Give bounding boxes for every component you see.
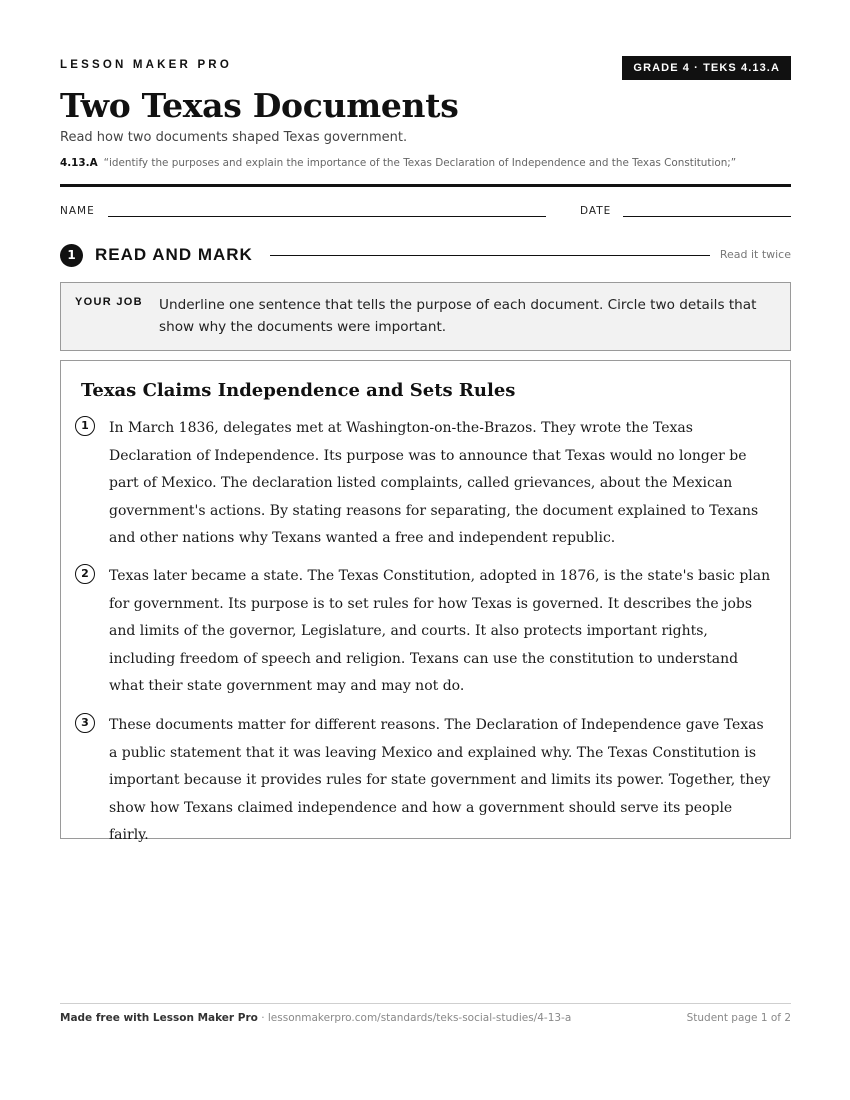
your-job-instructions: Underline one sentence that tells the purpose of each document. Circle two details that show why the documents were important. bbox=[159, 297, 757, 335]
page-subtitle: Read how two documents shaped Texas government. bbox=[60, 130, 408, 145]
date-label: DATE bbox=[580, 205, 612, 217]
footer-made-with: Made free with Lesson Maker Pro bbox=[60, 1012, 258, 1024]
reading-passage bbox=[60, 360, 791, 843]
paragraph-number-3: 3 bbox=[75, 713, 95, 733]
section-number-badge: 1 bbox=[60, 244, 83, 267]
date-field[interactable] bbox=[623, 216, 791, 217]
brand-name: LESSON MAKER PRO bbox=[60, 59, 232, 71]
standard-text: “identify the purposes and explain the importance of the Texas Declaration of Independence and the Texas Constitution;” bbox=[103, 157, 737, 169]
footer bbox=[60, 1012, 791, 1026]
standard-line bbox=[60, 157, 736, 169]
paragraph-text-3: These documents matter for different reasons. The Declaration of Independence gave Texas a public statement that it was leaving Mexico and explained why. The Texas Constitution is important because it provides rules for state government and limits its power. Together, they show how Texans claimed independence and how a government should serve its people fairly. bbox=[109, 717, 771, 843]
section-title: READ AND MARK bbox=[95, 245, 253, 264]
section-divider bbox=[270, 255, 710, 256]
header-divider bbox=[60, 184, 791, 187]
footer-credit bbox=[60, 1012, 571, 1024]
paragraph-number-2: 2 bbox=[75, 564, 95, 584]
passage-title: Texas Claims Independence and Sets Rules bbox=[81, 380, 516, 401]
standard-code: 4.13.A bbox=[60, 157, 98, 169]
paragraph-text-2: Texas later became a state. The Texas Constitution, adopted in 1876, is the state's basic plan for government. Its purpose is to set rules for how Texas is governed. It describes the jobs and limits of the governor, Legislature, and courts. It also protects important rights, including freedom of speech and religion. Texans can use the constitution to understand what their state government may and may not do. bbox=[109, 568, 771, 694]
paragraph-number-1: 1 bbox=[75, 416, 95, 436]
footer-divider bbox=[60, 1003, 791, 1004]
brand-row bbox=[60, 56, 791, 80]
name-field[interactable] bbox=[108, 216, 546, 217]
page-title: Two Texas Documents bbox=[60, 86, 459, 125]
footer-page-number: Student page 1 of 2 bbox=[686, 1012, 791, 1024]
paragraph-text-1: In March 1836, delegates met at Washington-on-the-Brazos. They wrote the Texas Declaration of Independence. Its purpose was to announce that Texas would no longer be part of Mexico. The declaration listed complaints, called grievances, about the Mexican government's actions. By stating reasons for separating, the document explained to Texans and other nations why Texans wanted a free and independent republic. bbox=[109, 420, 759, 546]
section-header bbox=[60, 243, 791, 267]
your-job-label: YOUR JOB bbox=[75, 296, 143, 308]
footer-url[interactable]: · lessonmakerpro.com/standards/teks-social-studies/4-13-a bbox=[257, 1012, 572, 1024]
name-date-row bbox=[60, 204, 791, 220]
worksheet-page bbox=[60, 0, 791, 1100]
name-label: NAME bbox=[60, 205, 95, 217]
section-note: Read it twice bbox=[719, 248, 791, 261]
grade-badge: GRADE 4 · TEKS 4.13.A bbox=[622, 56, 791, 80]
your-job-box bbox=[60, 282, 791, 351]
